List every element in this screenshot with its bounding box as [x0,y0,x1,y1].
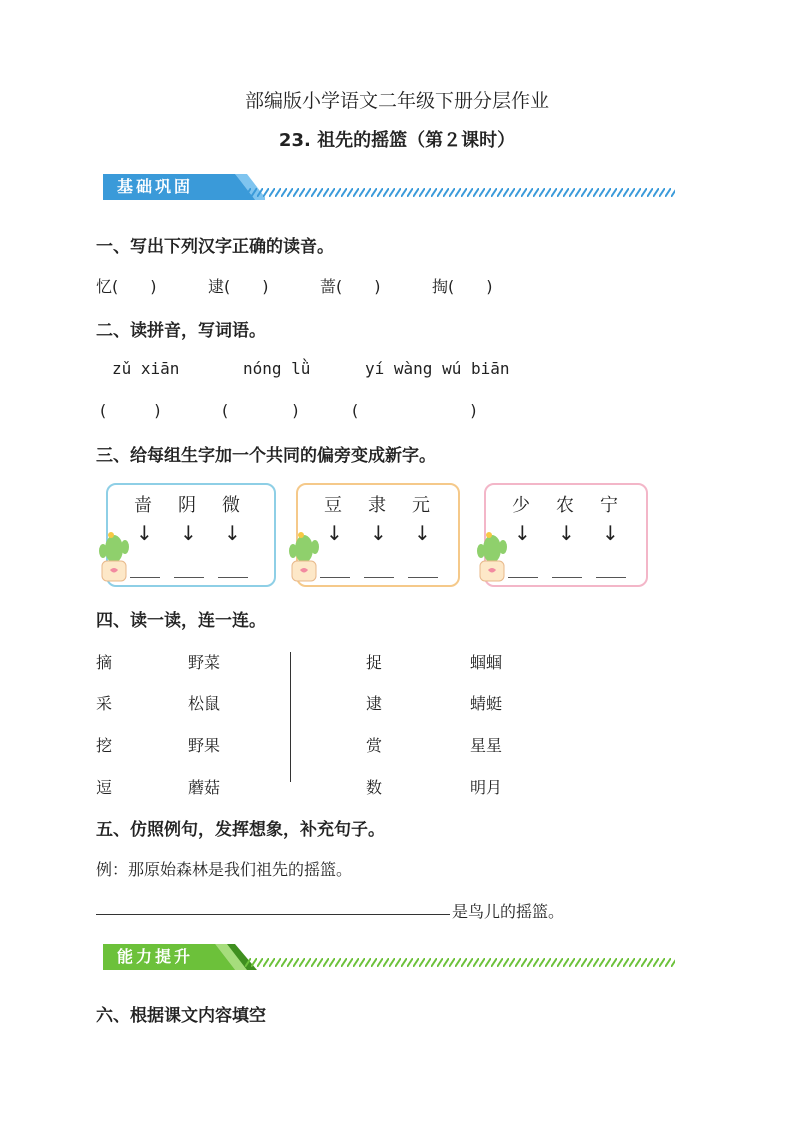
cactus-icon [284,531,324,583]
cactus-icon [472,531,512,583]
match-item: 捉 [366,653,383,672]
pinyin: zǔ xiān [112,359,180,378]
answer-blank-line [408,577,438,578]
banner-stripe-basic [245,188,675,197]
match-item: 松鼠 [188,694,221,713]
question-5-title: 五、仿照例句，发挥想象，补充句子。 [96,820,385,840]
lesson-title: 23. 祖先的摇篮（第２课时） [278,130,516,151]
arrow-down-icon: ↓ [136,521,153,545]
answer-blank-line [552,577,582,578]
section-banner-advanced [95,942,675,978]
match-item: 数 [366,778,383,797]
question-2-title: 二、读拼音，写词语。 [96,321,266,341]
base-character: 豆 [324,495,342,516]
char-group-box [296,483,460,587]
divider-line [290,652,291,782]
example-sentence: 例：那原始森林是我们祖先的摇篮。 [96,860,353,879]
fill-line [96,914,450,915]
match-item: 摘 [96,653,113,672]
arrow-down-icon: ↓ [558,521,575,545]
arrow-down-icon: ↓ [414,521,431,545]
match-item: 蝈蝈 [470,653,503,672]
banner-label-basic: 基础巩固 [117,177,194,196]
base-character: 农 [556,495,574,516]
question-3-title: 三、给每组生字加一个共同的偏旁变成新字。 [96,446,436,466]
arrow-down-icon: ↓ [602,521,619,545]
answer-blank-line [218,577,248,578]
document-title: 部编版小学语文二年级下册分层作业 [244,90,549,112]
match-item: 赏 [366,736,383,755]
pinyin: yí wàng wú biān [365,359,510,378]
match-item: 逗 [96,778,113,797]
match-item: 野果 [188,736,221,755]
match-item: 逮 [366,694,383,713]
base-character: 微 [222,495,240,516]
q1-item: 忆( ) [96,277,157,296]
match-item: 明月 [470,778,503,797]
section-banner-basic [95,172,675,208]
question-1-title: 一、写出下列汉字正确的读音。 [96,237,334,257]
match-item: 星星 [470,736,503,755]
base-character: 阴 [178,495,196,516]
answer-blank-line [508,577,538,578]
answer-blank: ( ) [222,401,299,420]
match-item: 野菜 [188,653,221,672]
answer-blank-line [320,577,350,578]
match-item: 蜻蜓 [470,694,503,713]
arrow-down-icon: ↓ [180,521,197,545]
answer-blank: ( ) [100,401,161,420]
answer-blank-line [130,577,160,578]
q1-item: 掏( ) [432,277,493,296]
cactus-icon [94,531,134,583]
sentence-suffix: 是鸟儿的摇篮。 [452,902,565,921]
answer-blank-line [174,577,204,578]
q1-item: 逮( ) [208,277,269,296]
banner-label-advanced: 能力提升 [117,947,194,966]
base-character: 宁 [600,495,618,516]
base-character: 少 [512,495,530,516]
char-group-box [484,483,648,587]
match-item: 采 [96,694,113,713]
answer-blank-line [596,577,626,578]
base-character: 隶 [368,495,386,516]
question-4-title: 四、读一读，连一连。 [96,611,266,631]
arrow-down-icon: ↓ [326,521,343,545]
pinyin: nóng lǜ [243,359,311,378]
banner-stripe-advanced [245,958,675,967]
answer-blank-line [364,577,394,578]
base-character: 啬 [134,495,152,516]
char-group-box [106,483,276,587]
q1-item: 蔷( ) [320,277,381,296]
question-6-title: 六、根据课文内容填空 [96,1006,266,1026]
base-character: 元 [412,495,430,516]
match-item: 挖 [96,736,113,755]
match-item: 蘑菇 [188,778,221,797]
arrow-down-icon: ↓ [370,521,387,545]
answer-blank: ( ) [352,401,477,420]
arrow-down-icon: ↓ [224,521,241,545]
arrow-down-icon: ↓ [514,521,531,545]
